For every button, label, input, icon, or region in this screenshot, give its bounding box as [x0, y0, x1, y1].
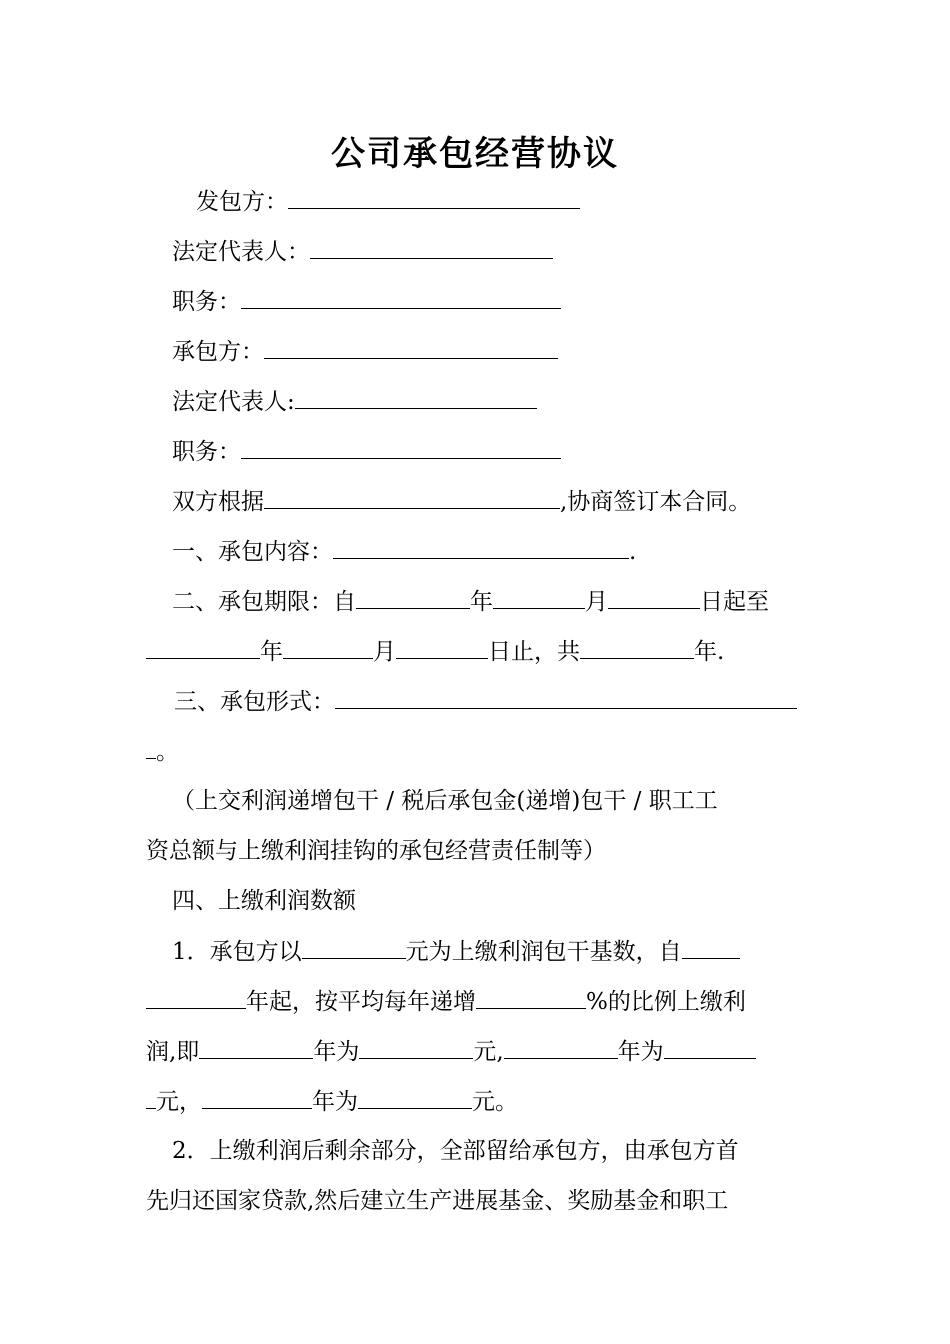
section4-p2-line1: 2．上缴利润后剩余部分，全部留给承包方，由承包方首: [172, 1138, 739, 1164]
section4-p1-text-c: 年起，按平均每年递增: [246, 989, 476, 1015]
section2-end-label: 年.: [694, 639, 725, 665]
section2-total-years-blank[interactable]: [580, 636, 694, 659]
party-b-rep-label: 法定代表人:: [172, 389, 295, 415]
amount2-blank[interactable]: [664, 1036, 756, 1059]
section2-end-year-label: 年: [260, 639, 283, 665]
section4-p1-text-f: 年为: [313, 1039, 360, 1065]
section4-p1-text-g: 元,: [473, 1039, 504, 1065]
amount3-blank[interactable]: [358, 1086, 472, 1109]
party-b-rep-line: [172, 386, 537, 417]
section4-p1-text-j: 年为: [312, 1089, 358, 1115]
section4-heading: 四、上缴利润数额: [172, 888, 356, 914]
year1-blank[interactable]: [199, 1036, 313, 1059]
section2-day-to-label: 日止，共: [488, 639, 580, 665]
party-a-blank[interactable]: [288, 186, 580, 209]
section4-p1-line4: [146, 1086, 518, 1117]
section3-blank-cont[interactable]: [146, 736, 156, 759]
section2-end-month-blank[interactable]: [283, 636, 373, 659]
section2-line1: [172, 586, 769, 617]
section4-p1-text-k: 元。: [472, 1089, 518, 1115]
section2-start-day-blank[interactable]: [608, 586, 700, 609]
section4-p1-line3: [146, 1036, 756, 1067]
section3-blank[interactable]: [335, 686, 797, 709]
start-year-blank-cont[interactable]: [146, 986, 246, 1009]
section3-label: 三、承包形式：: [174, 689, 335, 715]
basis-blank[interactable]: [264, 486, 560, 509]
profit-base-blank[interactable]: [302, 936, 406, 959]
section4-p2-line2: 先归还国家贷款,然后建立生产进展基金、奖励基金和职工: [146, 1188, 729, 1214]
year3-blank[interactable]: [202, 1086, 312, 1109]
section3-line2: [146, 736, 179, 767]
section4-p1-text-a: 1．承包方以: [172, 939, 302, 965]
section2-start-year-blank[interactable]: [356, 586, 470, 609]
section4-p1-text-e: 润,即: [146, 1039, 200, 1065]
party-a-rep-label: 法定代表人：: [172, 239, 310, 265]
section3-cont: 。: [156, 739, 179, 765]
year2-blank[interactable]: [504, 1036, 618, 1059]
section4-p1-line1: [172, 936, 740, 967]
section2-end-month-label: 月: [373, 639, 396, 665]
party-b-rep-blank[interactable]: [295, 386, 537, 409]
section1-label: 一、承包内容：: [172, 539, 333, 565]
document-title: 公司承包经营协议: [331, 134, 619, 174]
party-b-line: [172, 336, 558, 367]
section1-blank[interactable]: [333, 536, 629, 559]
party-a-line: [196, 186, 580, 217]
section4-p1-line2: [146, 986, 746, 1017]
party-a-post-label: 职务：: [172, 289, 241, 315]
section4-p1-text-i: 元，: [156, 1089, 202, 1115]
party-b-label: 承包方：: [172, 339, 264, 365]
section1-end: .: [629, 539, 637, 565]
start-year-blank[interactable]: [682, 936, 740, 959]
basis-line: [172, 486, 751, 517]
basis-suffix: ,协商签订本合同。: [560, 489, 752, 515]
party-a-post-blank[interactable]: [241, 286, 561, 309]
section4-p1-text-h: 年为: [617, 1039, 664, 1065]
section2-line2: [146, 636, 724, 667]
amount1-blank[interactable]: [359, 1036, 473, 1059]
section3-note-line2: 资总额与上缴利润挂钩的承包经营责任制等）: [146, 838, 606, 864]
section2-day-from-label: 日起至: [700, 589, 769, 615]
section2-start-month-blank[interactable]: [493, 586, 585, 609]
section4-p1-text-b: 元为上缴利润包干基数，自: [405, 939, 682, 965]
increase-rate-blank[interactable]: [476, 986, 586, 1009]
section3-note-line1: （上交利润递增包干 / 税后承包金(递增)包干 / 职工工: [172, 788, 718, 814]
party-a-rep-blank[interactable]: [310, 236, 553, 259]
party-a-label: 发包方：: [196, 189, 288, 215]
party-a-rep-line: [172, 236, 553, 267]
section3-line1: [174, 686, 797, 717]
section2-month-label: 月: [585, 589, 608, 615]
party-b-post-blank[interactable]: [241, 436, 561, 459]
section1-line: [172, 536, 636, 567]
amount2-blank-cont[interactable]: [146, 1086, 156, 1109]
section2-end-year-blank[interactable]: [146, 636, 260, 659]
section2-prefix: 二、承包期限：自: [172, 589, 356, 615]
party-b-post-label: 职务：: [172, 439, 241, 465]
section4-p1-text-d: %的比例上缴利: [586, 989, 746, 1015]
party-b-post-line: [172, 436, 561, 467]
section2-year-label: 年: [470, 589, 493, 615]
party-a-post-line: [172, 286, 561, 317]
basis-prefix: 双方根据: [172, 489, 264, 515]
party-b-blank[interactable]: [264, 336, 558, 359]
section2-end-day-blank[interactable]: [396, 636, 488, 659]
